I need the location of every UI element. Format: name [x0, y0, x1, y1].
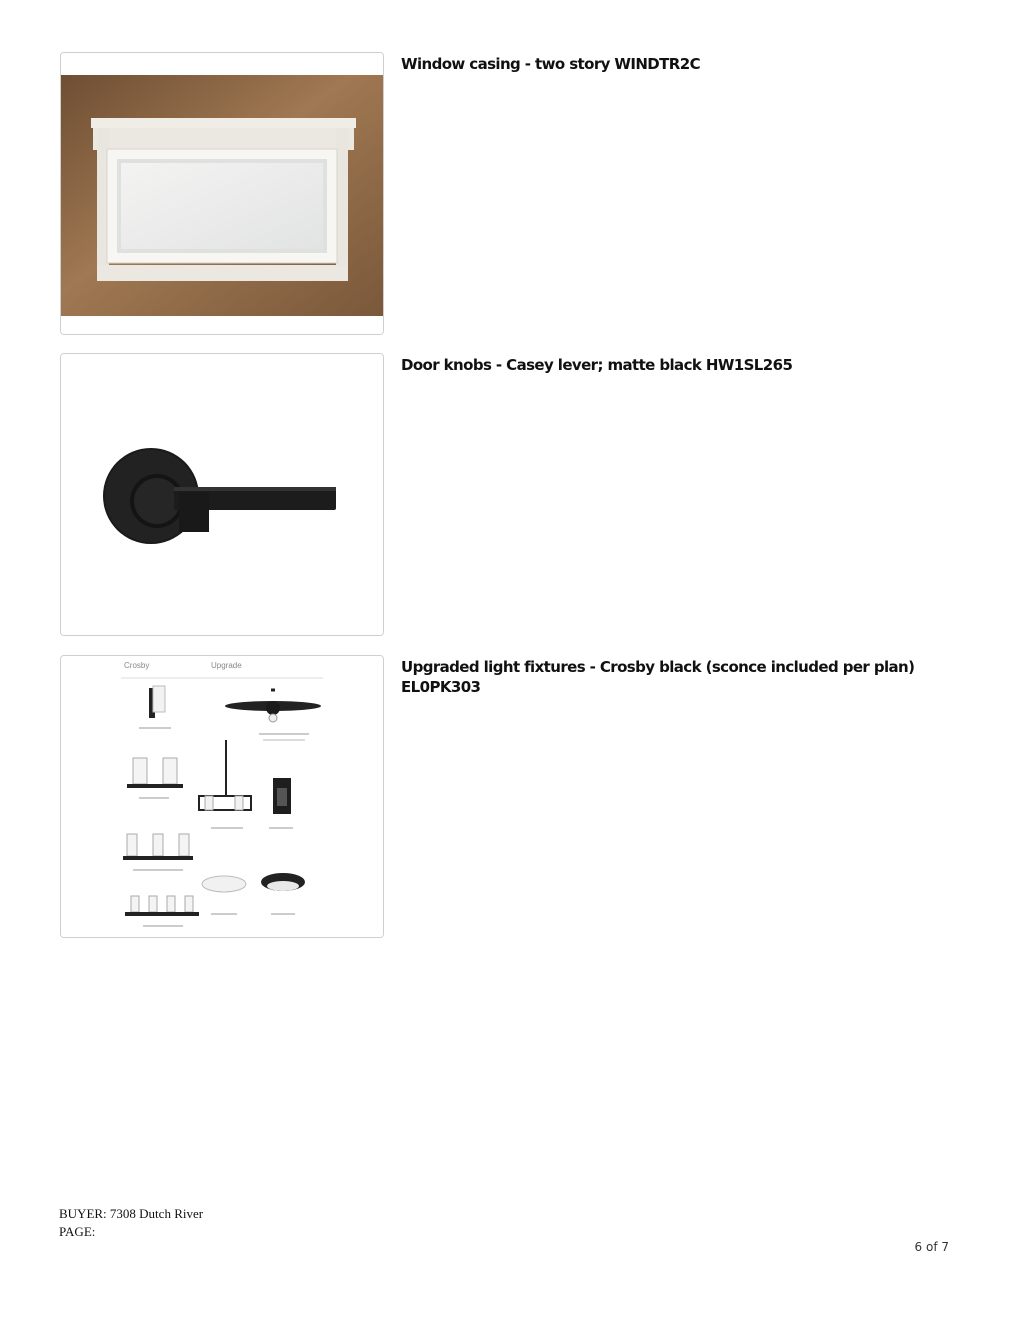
- page-counter: 6 of 7: [914, 1240, 949, 1254]
- item-title: Door knobs - Casey lever; matte black HW1SL265: [401, 356, 793, 374]
- door-lever-image: [60, 353, 384, 636]
- catalog-heading-right: Upgrade: [211, 661, 242, 670]
- catalog-heading-left: Crosby: [124, 661, 150, 670]
- selection-item-window-casing: [60, 52, 960, 338]
- light-fixtures-catalog-image: [60, 655, 384, 938]
- selection-item-light-fixtures: [60, 655, 960, 941]
- selection-item-door-knobs: [60, 353, 960, 639]
- footer-page-label: PAGE:: [59, 1224, 96, 1239]
- item-title: Window casing - two story WINDTR2C: [401, 55, 700, 73]
- window-casing-image: [60, 52, 384, 335]
- footer-buyer: BUYER: 7308 Dutch River: [59, 1206, 204, 1221]
- item-title: Upgraded light fixtures - Crosby black (sconce included per plan) EL0PK303: [401, 658, 915, 696]
